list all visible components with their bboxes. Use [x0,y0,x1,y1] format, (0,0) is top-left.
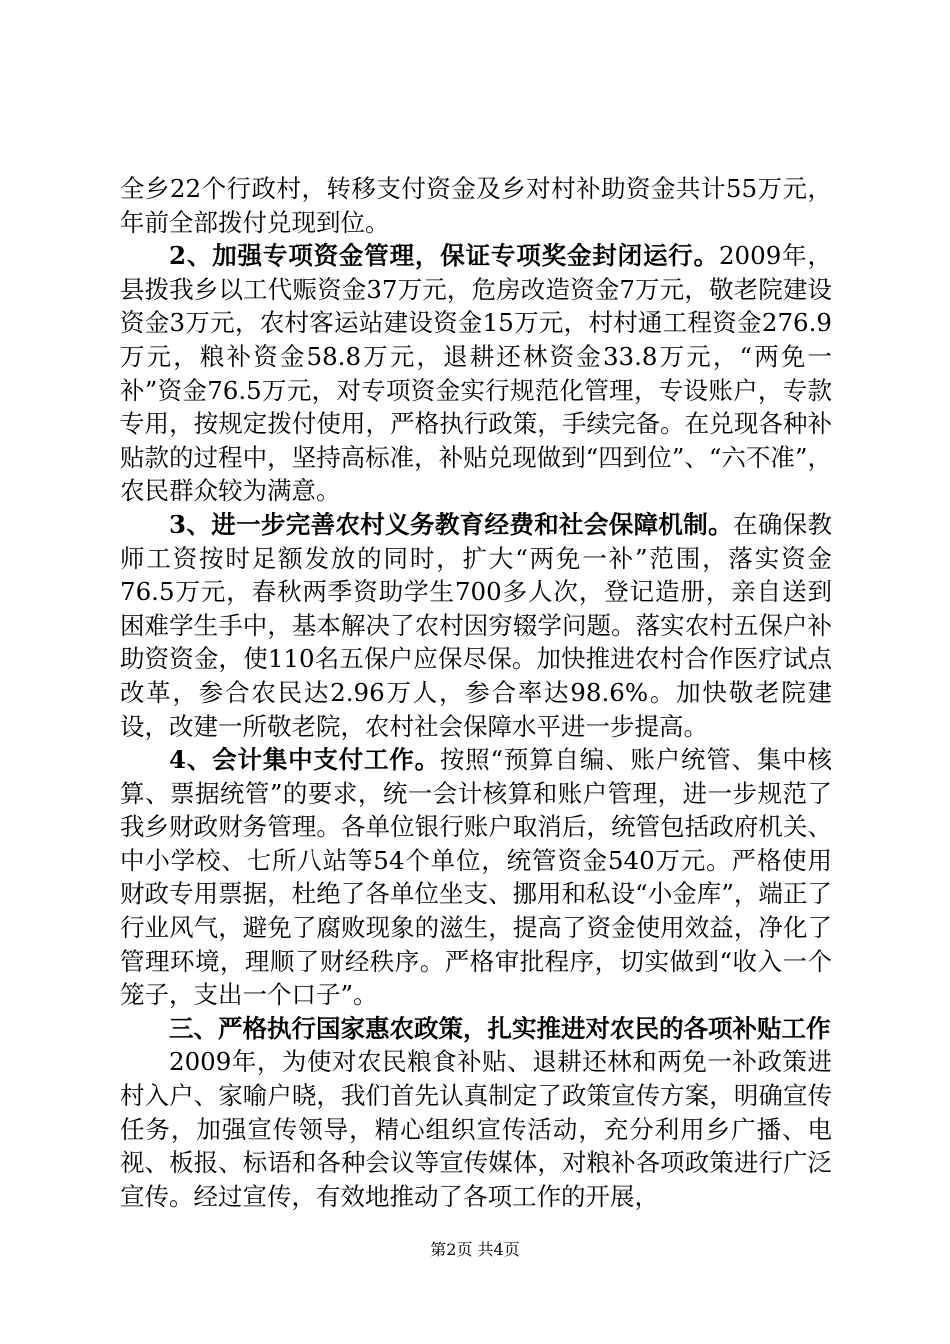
paragraph-3-heading: 3、进一步完善农村义务教育经费和社会保障机制。 [169,509,733,539]
paragraph-6-text: 2009年，为使对农民粮食补贴、退耕还林和两免一补政策进村入户、家喻户晓，我们首先认真制定了政策宣传方案，明确宣传任务，加强宣传领导，精心组织宣传活动，充分利用乡广播、电视、板报、标语和各种会议等宣传媒体，对粮补各项政策进行广泛宣传。经过宣传，有效地推动了各项工作的开展， [120,1047,832,1211]
section-heading-text: 三、严格执行国家惠农政策，扎实推进对农民的各项补贴工作 [169,1013,831,1043]
paragraph-1 [120,172,832,239]
paragraph-3-text: 在确保教师工资按时足额发放的同时，扩大“两免一补”范围，落实资金76.5万元，春秋两季资助学生700多人次，登记造册，亲自送到困难学生手中，基本解决了农村因穷辍学问题。落实农村五保户补助资资金，使110名五保户应保尽保。加快推进农村合作医疗试点改革，参合农民达2.96万人，参合率达98.6%。加快敬老院建设，改建一所敬老院，农村社会保障水平进一步提高。 [120,509,833,741]
paragraph-3 [120,508,832,743]
paragraph-2 [120,239,832,508]
paragraph-6 [120,1045,832,1213]
document-body [120,172,832,1213]
paragraph-4-text: 按照“预算自编、账户统管、集中核算、票据统管”的要求，统一会计核算和账户管理，进一步规范了我乡财政财务管理。各单位银行账户取消后，统管包括政府机关、中小学校、七所八站等54个单位，统管资金540万元。严格使用财政专用票据，杜绝了各单位坐支、挪用和私设“小金库”，端正了行业风气，避免了腐败现象的滋生，提高了资金使用效益，净化了管理环境，理顺了财经秩序。严格审批程序，切实做到“收入一个笼子，支出一个口子”。 [120,745,833,1010]
section-heading [120,1012,832,1046]
paragraph-4-heading: 4、会计集中支付工作。 [169,745,440,775]
paragraph-4 [120,743,832,1012]
paragraph-2-text: 2009年，县拨我乡以工代赈资金37万元，危房改造资金7万元，敬老院建设资金3万元，农村客运站建设资金15万元，村村通工程资金276.9万元，粮补资金58.8万元，退耕还林资金33.8万元，“两免一补”资金76.5万元，对专项资金实行规范化管理，专设账户，专款专用，按规定拨付使用，严格执行政策，手续完备。在兑现各种补贴款的过程中，坚持高标准，补贴兑现做到“四到位”、“六不准”，农民群众较为满意。 [120,241,832,506]
page-footer: 第2页 共4页 [430,1240,520,1259]
paragraph-1-text: 全乡22个行政村，转移支付资金及乡对村补助资金共计55万元，年前全部拨付兑现到位。 [120,174,832,237]
paragraph-2-heading: 2、加强专项资金管理，保证专项奖金封闭运行。 [169,241,719,271]
